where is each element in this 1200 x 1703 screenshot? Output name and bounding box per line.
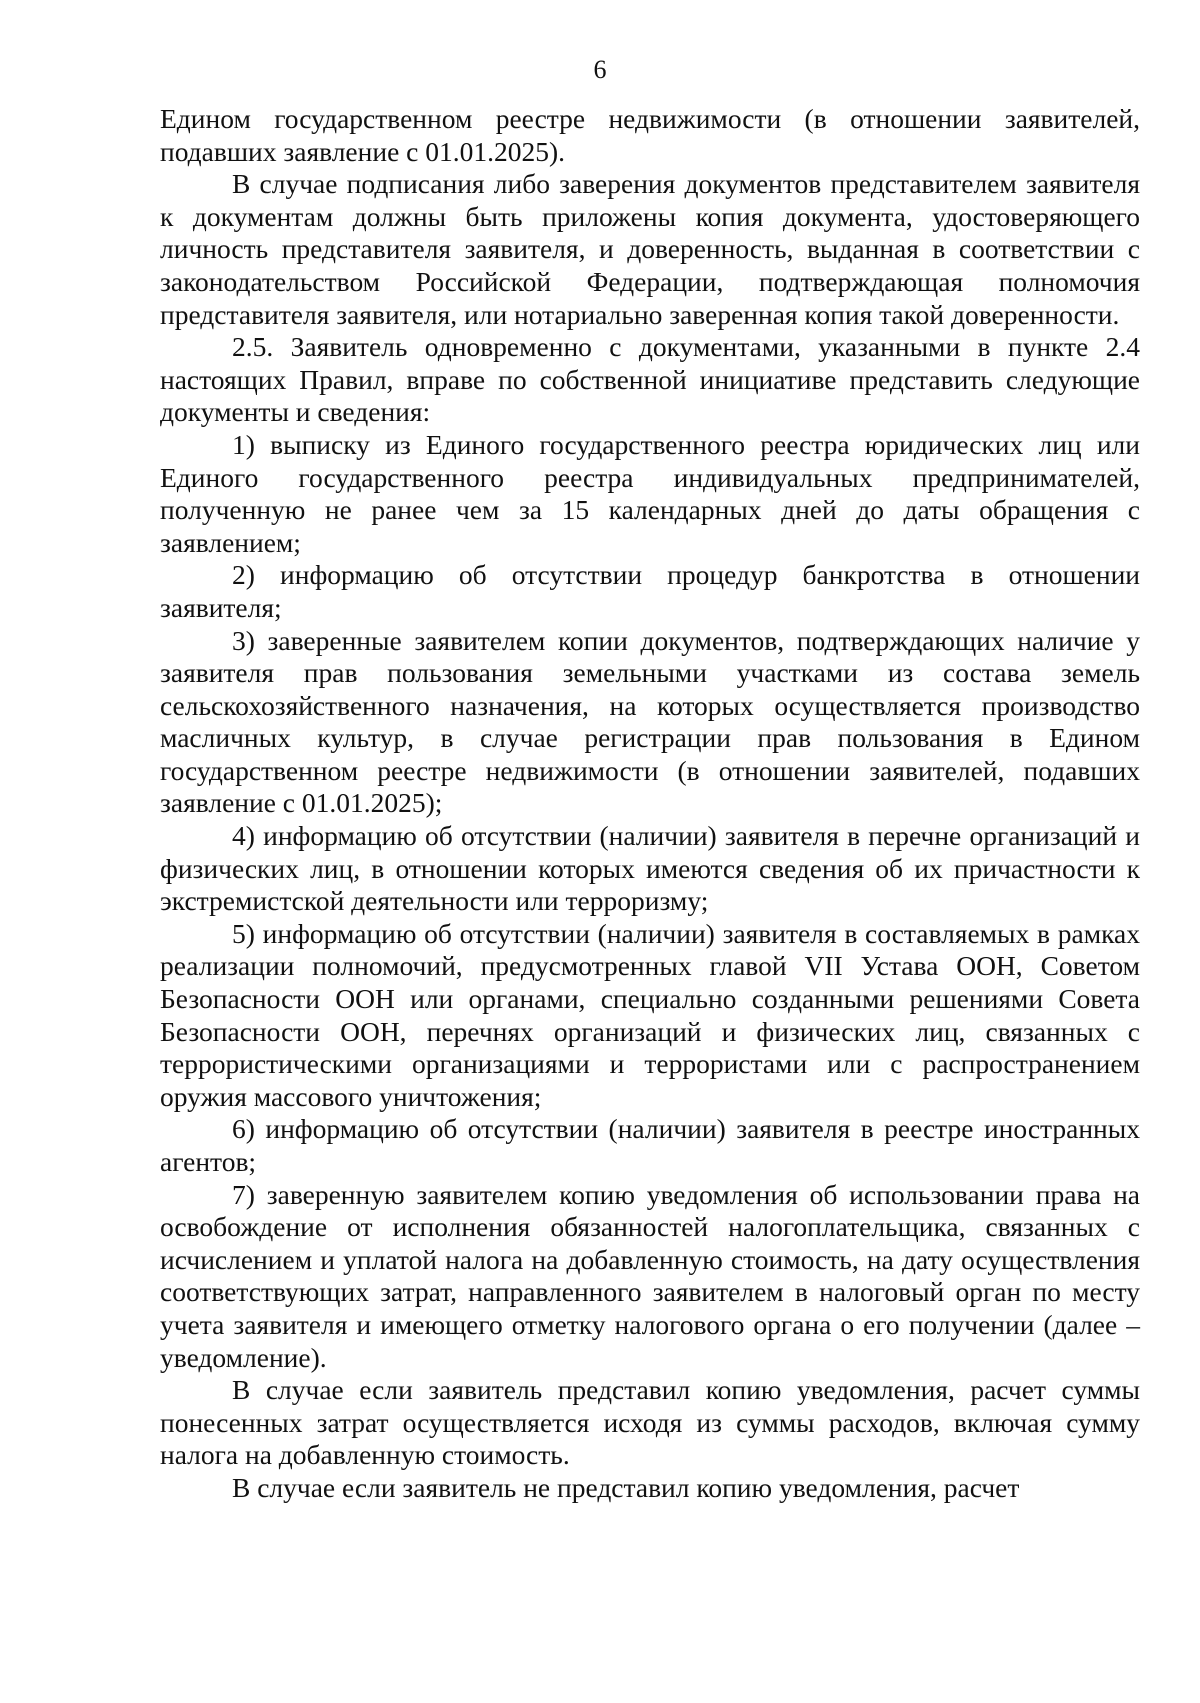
list-item-2: 2) информацию об отсутствии процедур банкротства в отношении заявителя; xyxy=(160,559,1140,623)
list-item-5: 5) информацию об отсутствии (наличии) заявителя в составляемых в рамках реализации полномочий, предусмотренных главой VII Устава ООН, Советом Безопасности ООН или органами, специально созданными решениями Совета Безопасности ООН, перечнях организаций и физических лиц, связанных с террористическими организациями и террористами или с распространением оружия массового уничтожения; xyxy=(160,917,1140,1112)
paragraph-continuation: Едином государственном реестре недвижимости (в отношении заявителей, подавших заявление с 01.01.2025). xyxy=(160,103,1140,167)
list-item-6: 6) информацию об отсутствии (наличии) заявителя в реестре иностранных агентов; xyxy=(160,1113,1140,1177)
list-item-4: 4) информацию об отсутствии (наличии) заявителя в перечне организаций и физических лиц, в отношении которых имеются сведения об их причастности к экстремистской деятельности или терроризму; xyxy=(160,820,1140,917)
paragraph-notification-not-provided: В случае если заявитель не представил копию уведомления, расчет xyxy=(232,1471,1020,1503)
list-item-7: 7) заверенную заявителем копию уведомления об использовании права на освобождение от исполнения обязанностей налогоплательщика, связанных с исчислением и уплатой налога на добавленную стоимость, на дату осуществления соответствующих затрат, направленного заявителем в налоговый орган по месту учета заявителя и имеющего отметку налогового органа о его получении (далее – уведомление). xyxy=(160,1178,1140,1373)
paragraph-notification-provided: В случае если заявитель представил копию уведомления, расчет суммы понесенных затрат осуществляется исходя из суммы расходов, включая сумму налога на добавленную стоимость. xyxy=(160,1374,1140,1471)
document-body xyxy=(160,103,1140,1505)
paragraph-clause-2-5: 2.5. Заявитель одновременно с документами, указанными в пункте 2.4 настоящих Правил, вправе по собственной инициативе представить следующие документы и сведения: xyxy=(160,331,1140,428)
page-number: 6 xyxy=(593,55,607,84)
paragraph-representative-documents: В случае подписания либо заверения документов представителем заявителя к документам должны быть приложены копия документа, удостоверяющего личность представителя заявителя, и доверенность, выданная в соответствии с законодательством Российской Федерации, подтверждающая полномочия представителя заявителя, или нотариально заверенная копия такой доверенности. xyxy=(160,168,1140,330)
list-item-3: 3) заверенные заявителем копии документов, подтверждающих наличие у заявителя прав пользования земельными участками из состава земель сельскохозяйственного назначения, на которых осуществляется производство масличных культур, в случае регистрации прав пользования в Едином государственном реестре недвижимости (в отношении заявителей, подавших заявление с 01.01.2025); xyxy=(160,624,1140,819)
list-item-1: 1) выписку из Единого государственного реестра юридических лиц или Единого государственного реестра индивидуальных предпринимателей, полученную не ранее чем за 15 календарных дней до даты обращения с заявлением; xyxy=(160,428,1140,558)
